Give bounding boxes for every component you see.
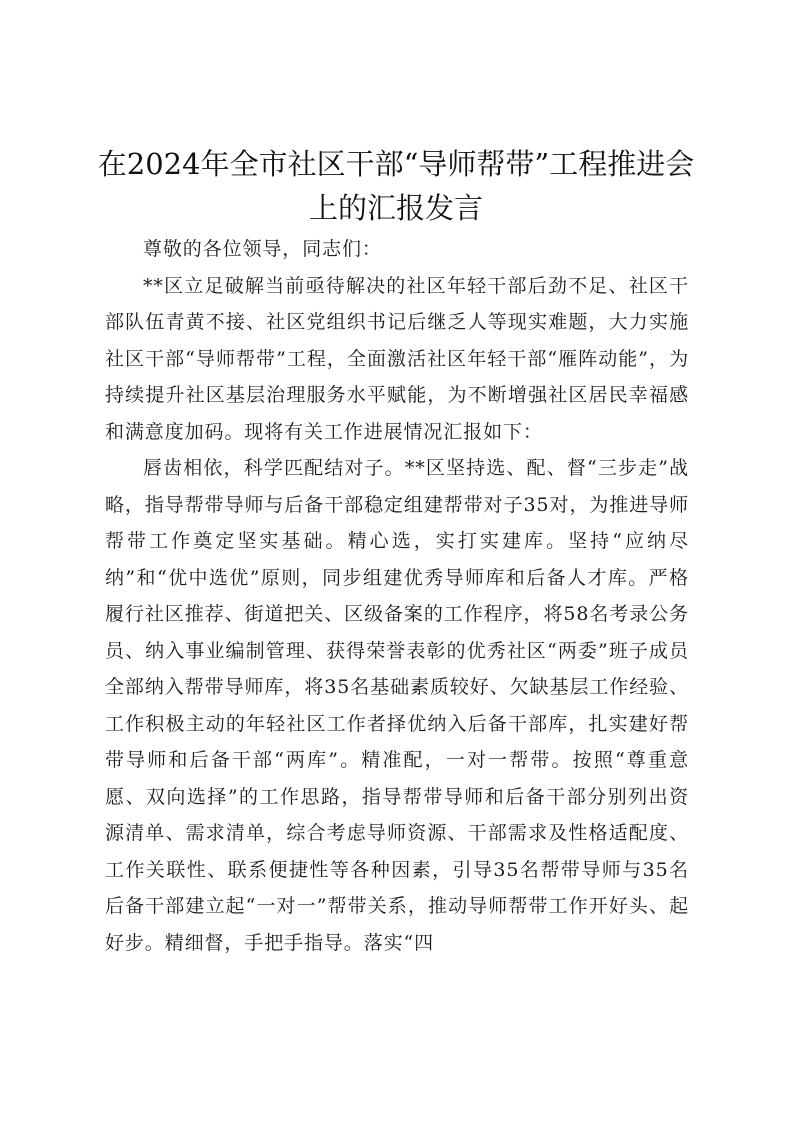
salutation: 尊敬的各位领导，同志们： (143, 238, 382, 260)
document-title: 在2024年全市社区干部“导师帮带”工程推进会上的汇报发言 (97, 147, 695, 225)
document-body (105, 231, 689, 961)
paragraph: **区立足破解当前亟待解决的社区年轻干部后劲不足、社区干部队伍青黄不接、社区党组织书记后继乏人等现实难题，大力实施社区干部“导师帮带”工程，全面激活社区年轻干部“雁阵动能”，为持续提升社区基层治理服务水平赋能，为不断增强社区居民幸福感和满意度加码。现将有关工作进展情况汇报如下： (105, 274, 689, 443)
paragraph: 唇齿相依，科学匹配结对子。**区坚持选、配、督“三步走”战略，指导帮带导师与后备干部稳定组建帮带对子35对，为推进导师帮带工作奠定坚实基础。精心选，实打实建库。坚持“应纳尽纳”和“优中选优”原则，同步组建优秀导师库和后备人才库。严格履行社区推荐、街道把关、区级备案的工作程序，将58名考录公务员、纳入事业编制管理、获得荣誉表彰的优秀社区“两委”班子成员全部纳入帮带导师库，将35名基础素质较好、欠缺基层工作经验、工作积极主动的年轻社区工作者择优纳入后备干部库，扎实建好帮带导师和后备干部“两库”。精准配，一对一帮带。按照“尊重意愿、双向选择”的工作思路，指导帮带导师和后备干部分别列出资源清单、需求清单，综合考虑导师资源、干部需求及性格适配度、工作关联性、联系便捷性等各种因素，引导35名帮带导师与35名后备干部建立起“一对一”帮带关系，推动导师帮带工作开好头、起好步。精细督，手把手指导。落实“四 (105, 457, 689, 954)
